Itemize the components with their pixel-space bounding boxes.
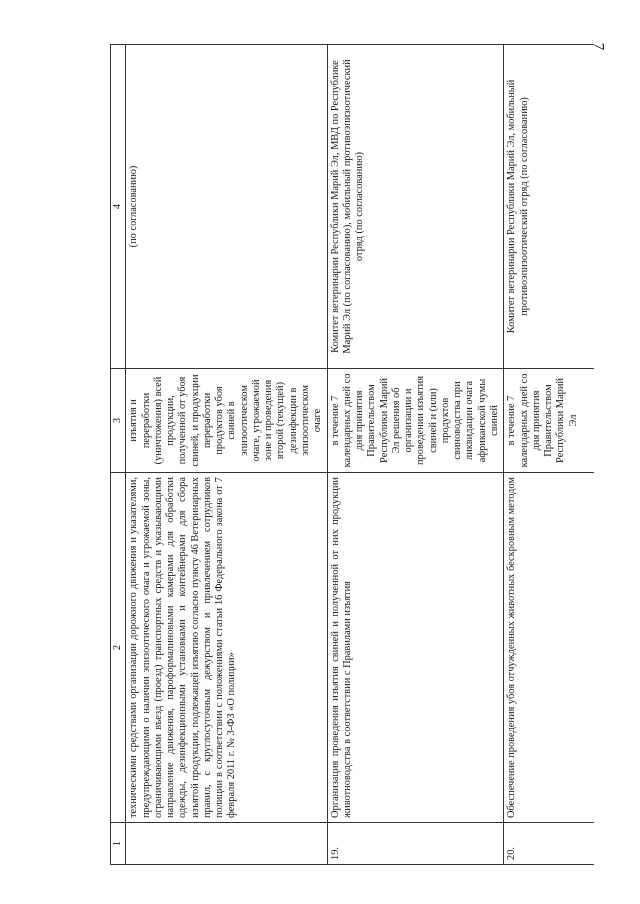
deadline-cell: изъятия и переработки (уничтожения) всей продукции, полученной от убоя свиней, и продукции переработки продуктов убоя свиней в эпизоотическом очаге, угрожаемой зоне и проведения второй (текущей) дезинфекции в эпизоотическом очаге [126, 369, 327, 473]
column-header: 3 [111, 369, 126, 473]
action-cell: Обеспечение проведения убоя отчужденных животных бескровным методом [504, 473, 594, 823]
rotated-table-wrapper [110, 42, 630, 865]
action-cell: Организация проведения изъятия свиней и полученной от них продукции животноводства в соответствии с Правилами изъятия [327, 473, 504, 823]
responsible-cell: (по согласованию) [126, 45, 327, 369]
column-header: 2 [111, 473, 126, 823]
table-row [327, 45, 504, 865]
page-number: 7 [590, 42, 607, 51]
row-number: 20. [504, 823, 594, 865]
table-header-row [111, 45, 126, 865]
column-header: 1 [111, 823, 126, 865]
deadline-cell: в течение 7 календарных дней со дня принятия Правительством Республики Марий Эл решения об организации и проведении изъятия свиней и (или) продуктов свиноводства при ликвидации очага африканской чумы свиней [327, 369, 504, 473]
deadline-cell: в течение 7 календарных дней со дня принятия Правительством Республики Марий Эл [504, 369, 594, 473]
measures-table [110, 44, 594, 865]
responsible-cell: Комитет ветеринарии Республики Марий Эл, мобильный противоэпизоотический отряд (по согласованию) [504, 45, 594, 369]
responsible-cell: Комитет ветеринарии Республики Марий Эл, МВД по Республике Марий Эл (по согласованию), мобильный противоэпизоотический отряд (по согласованию) [327, 45, 504, 369]
row-number [126, 823, 327, 865]
row-number: 19. [327, 823, 504, 865]
table-row [126, 45, 327, 865]
action-cell: техническими средствами организации дорожного движения и указателями, предупреждающими о наличии эпизоотического очага и угрожаемой зоны, ограничивающими въезд (проезд) транспортных средств и указывающими направление движения, пароформалиновыми камерами для обработки одежды, дезинфекционными установками и контейнерами для сбора изъятой продукции, подлежащей изъятию согласно пункту 46 Ветеринарных правил, с круглосуточным дежурством и привлечением сотрудников полиции в соответствии с положениями статьи 16 Федерального закона от 7 февраля 2011 г. № 3-ФЗ «О полиции» [126, 473, 327, 823]
column-header: 4 [111, 45, 126, 369]
table-row [504, 45, 594, 865]
